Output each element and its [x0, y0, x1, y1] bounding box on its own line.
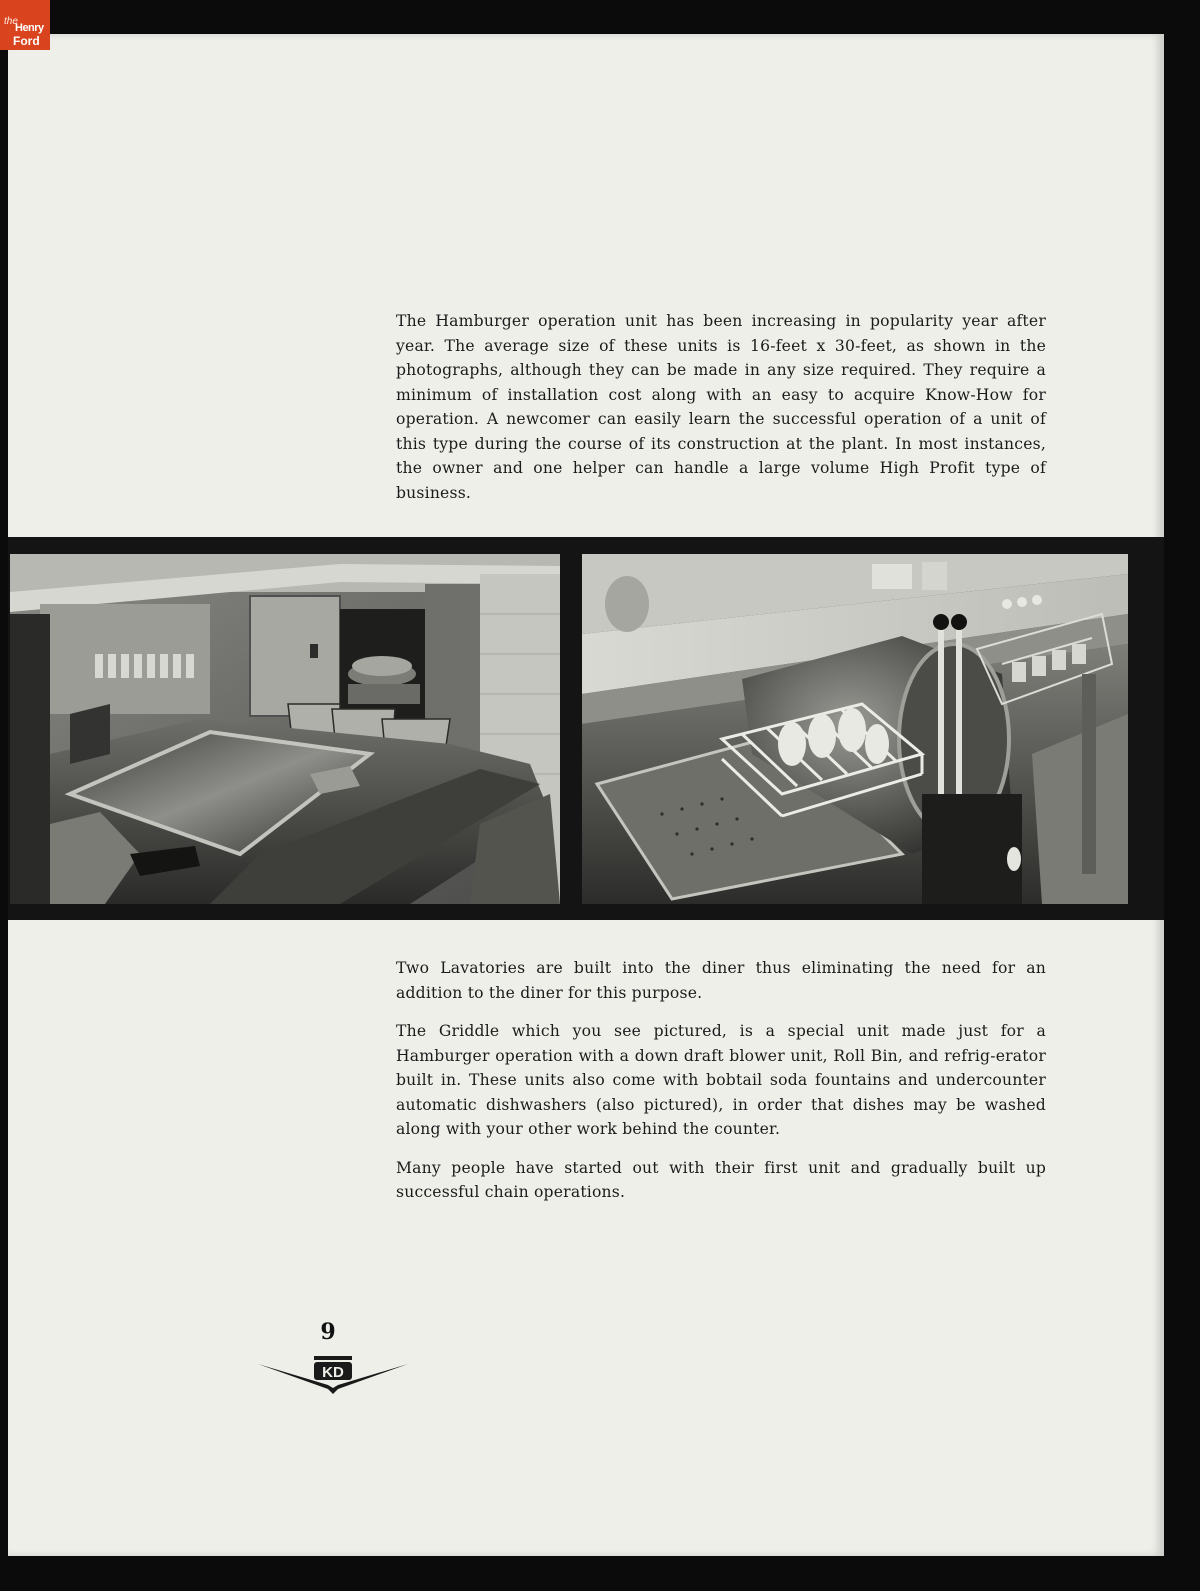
griddle-photo: [10, 554, 560, 904]
photo-strip: [8, 537, 1164, 920]
dishwasher-photo: [582, 554, 1128, 904]
griddle-paragraph: The Griddle which you see pictured, is a special unit made just for a Hamburger operation with a down draft blower unit, Roll Bin, and refrig-erator built in. These units also come with bobtail soda fountains and undercounter automatic dishwashers (also pictured), in order that dishes may be washed along with your other work behind the counter.: [396, 1022, 1046, 1138]
griddle-photo-image: [10, 554, 560, 904]
intro-paragraph: The Hamburger operation unit has been increasing in popularity year after year. The average size of these units is 16-feet x 30-feet, as shown in the photographs, although they can be made in any size required. They require a minimum of installation cost along with an easy to acquire Know-How for operation. A newcomer can easily learn the successful operation of a unit of this type during the course of its construction at the plant. In most instances, the owner and one helper can handle a large volume High Profit type of business.: [396, 312, 1046, 502]
page-number: 9: [320, 1319, 336, 1345]
chain-paragraph: Many people have started out with their first unit and gradually built up successful chain operations.: [396, 1158, 1046, 1201]
intro-text: [396, 309, 1046, 519]
kd-emblem-icon: [258, 1352, 408, 1400]
henry-ford-logo: [0, 0, 50, 50]
brochure-page: [8, 34, 1164, 1556]
logo-ford: Ford: [13, 34, 40, 48]
lavatories-paragraph: Two Lavatories are built into the diner thus eliminating the need for an addition to the diner for this purpose.: [396, 959, 1046, 1002]
lower-text: [396, 956, 1046, 1219]
logo-the: the: [4, 16, 18, 27]
emblem-letters: KD: [322, 1364, 344, 1381]
dishwasher-photo-image: [582, 554, 1128, 904]
logo-henry: Henry: [15, 22, 44, 34]
